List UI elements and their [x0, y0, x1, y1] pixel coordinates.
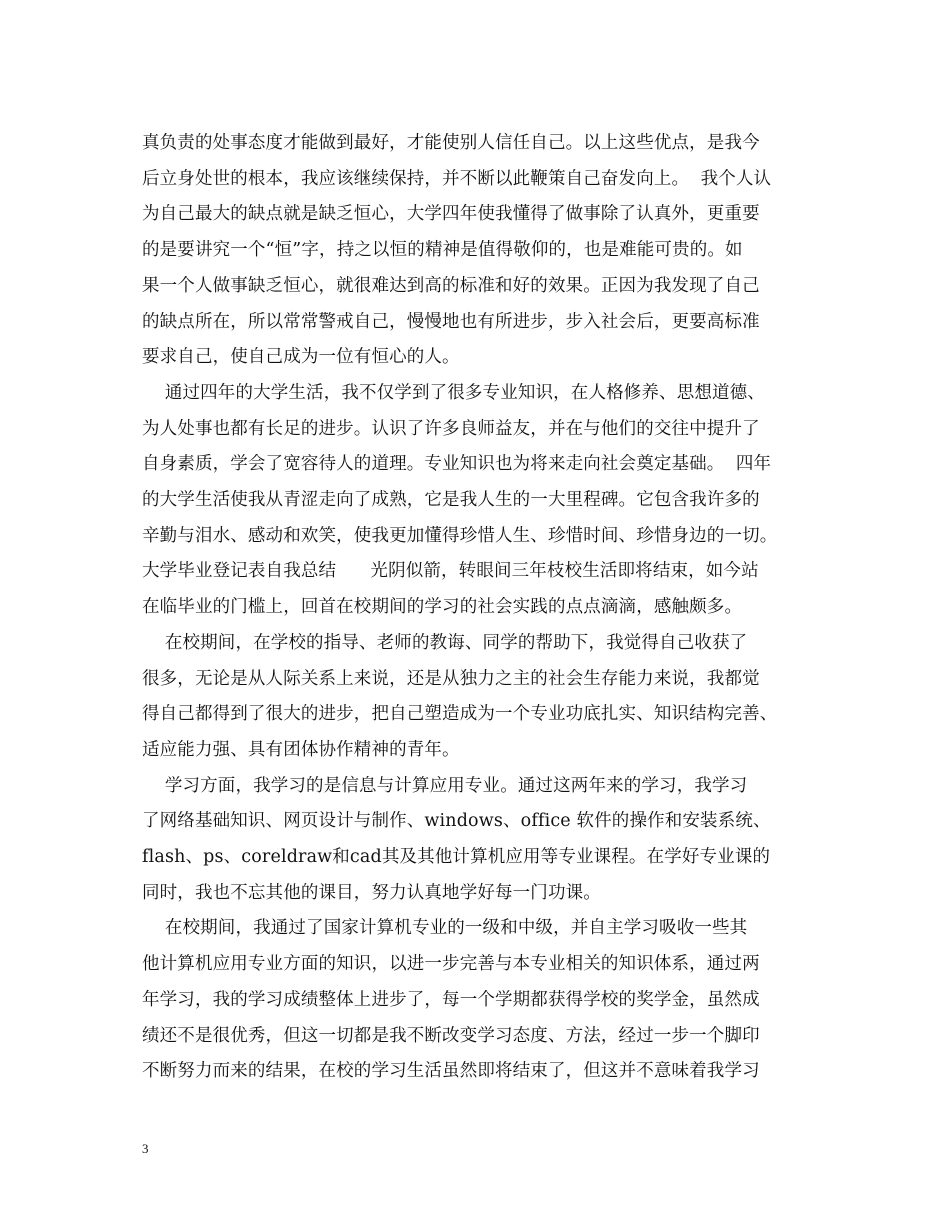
page-number: 3: [142, 1141, 149, 1156]
text-line: 要求自己，使自己成为一位有恒心的人。: [142, 347, 460, 368]
text-line: 在临毕业的门槛上，回首在校期间的学习的社会实践的点点滴滴，感触颇多。: [142, 597, 743, 618]
text-line: 果一个人做事缺乏恒心，就很难达到高的标准和好的效果。正因为我发现了自己: [142, 275, 760, 296]
text-line: 的是要讲究一个“恒”字，持之以恒的精神是值得敬仰的，也是难能可贵的。如: [142, 240, 743, 261]
text-line: 的缺点所在，所以常常警戒自己，慢慢地也有所进步，步入社会后，更要高标准: [142, 311, 760, 332]
text-line: 年学习，我的学习成绩整体上进步了，每一个学期都获得学校的奖学金，虽然成: [142, 989, 760, 1010]
text-line: 在校期间，在学校的指导、老师的教诲、同学的帮助下，我觉得自己收获了: [142, 632, 748, 653]
text-line: 他计算机应用专业方面的知识，以进一步完善与本专业相关的知识体系，通过两: [142, 954, 760, 975]
text-line: 后立身处世的根本，我应该继续保持，并不断以此鞭策自己奋发向上。 我个人认: [142, 168, 772, 189]
text-line: 适应能力强、具有团体协作精神的青年。: [142, 739, 460, 760]
text-line: 很多，无论是从人际关系上来说，还是从独力之主的社会生存能力来说，我都觉: [142, 668, 760, 689]
text-line: 得自己都得到了很大的进步，把自己塑造成为一个专业功底扎实、知识结构完善、: [142, 704, 778, 725]
text-line: 自身素质，学会了宽容待人的道理。专业知识也为将来走向社会奠定基础。 四年: [142, 454, 772, 475]
text-line: 通过四年的大学生活，我不仅学到了很多专业知识，在人格修养、思想道德、: [142, 382, 765, 403]
text-line: flash、ps、coreldraw和cad其及其他计算机应用等专业课程。在学好专业课的: [142, 847, 771, 867]
text-line: 辛勤与泪水、感动和欢笑，使我更加懂得珍惜人生、珍惜时间、珍惜身边的一切。: [142, 525, 778, 546]
text-line: 大学毕业登记表自我总结 光阴似箭，转眼间三年枝校生活即将结束，如今站: [142, 561, 759, 582]
text-line: 绩还不是很优秀，但这一切都是我不断改变学习态度、方法，经过一步一个脚印: [142, 1025, 760, 1046]
text-line: 为自己最大的缺点就是缺乏恒心，大学四年使我懂得了做事除了认真外，更重要: [142, 204, 760, 225]
text-line: 在校期间，我通过了国家计算机专业的一级和中级，并自主学习吸收一些其: [142, 918, 748, 939]
text-line: 为人处事也都有长足的进步。认识了许多良师益友，并在与他们的交往中提升了: [142, 418, 760, 439]
text-line: 不断努力而来的结果，在校的学习生活虽然即将结束了，但这并不意味着我学习: [142, 1061, 760, 1082]
text-line: 的大学生活使我从青涩走向了成熟，它是我人生的一大里程碑。它包含我许多的: [142, 490, 760, 510]
text-line: 了网络基础知识、网页设计与制作、windows、office 软件的操作和安装系统、: [142, 811, 771, 832]
text-line: 真负责的处事态度才能做到最好，才能使别人信任自己。以上这些优点，是我今: [142, 133, 760, 153]
text-line: 学习方面，我学习的是信息与计算应用专业。通过这两年来的学习，我学习: [142, 775, 748, 796]
text-line: 同时，我也不忘其他的课目，努力认真地学好每一门功课。: [142, 882, 601, 903]
